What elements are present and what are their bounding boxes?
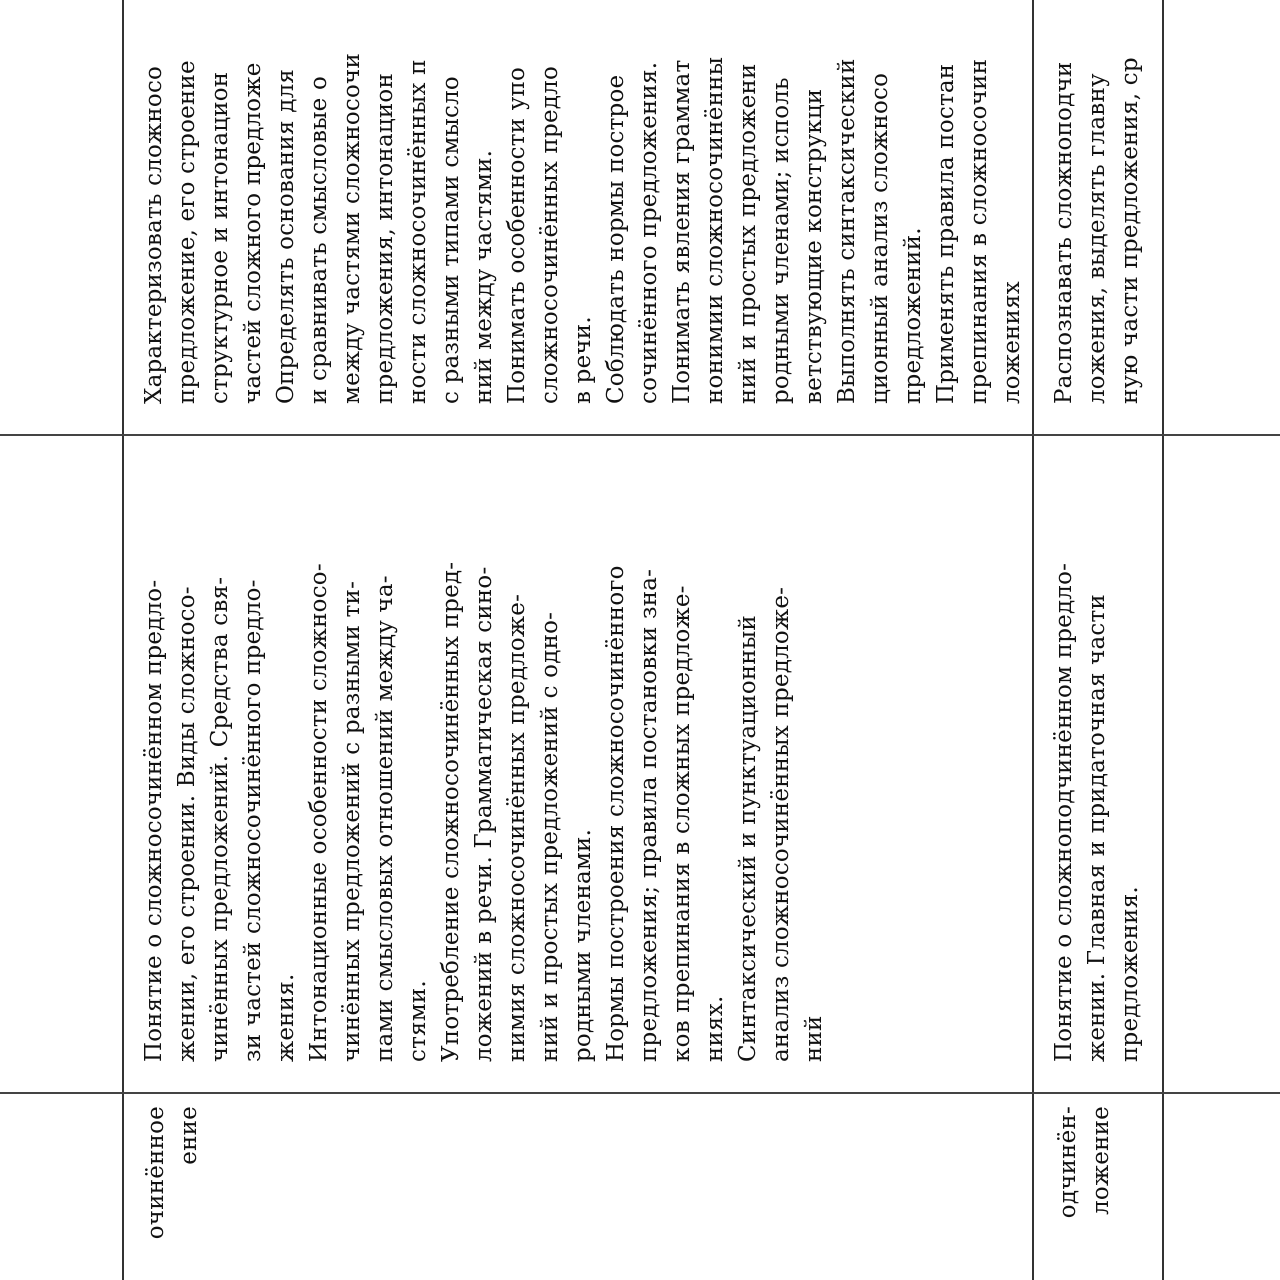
row2-activities-cell — [1048, 0, 1168, 404]
row2-activities-text — [1048, 0, 1147, 404]
topic-label-line: ложение — [1088, 1106, 1114, 1215]
activity-line: с разными типами смысло — [438, 76, 464, 404]
activity-line: частей сложного предложе — [240, 62, 266, 404]
content-line: Нормы построения сложносочинённого — [603, 565, 629, 1062]
activity-line: ности сложносочинённых п — [405, 59, 431, 404]
activity-line: в речи. — [570, 316, 596, 404]
content-line: ний и простых предложений с одно- — [537, 611, 563, 1062]
row-divider — [1032, 0, 1034, 1280]
activity-line: предложений. — [900, 227, 926, 404]
content-line: родными членами. — [570, 828, 596, 1062]
activity-line: нонимии сложносочинённы — [702, 56, 728, 404]
content-line: Синтаксический и пунктуационный — [735, 615, 761, 1062]
activity-line: ционный анализ сложносо — [867, 72, 893, 404]
activity-line: ложениях — [999, 281, 1025, 404]
activity-line: сложносочинённых предло — [537, 65, 563, 404]
activity-line: предложение, его строение — [174, 60, 200, 404]
activity-line: Определять основания для — [273, 68, 299, 404]
activity-line: и сравнивать смысловые о — [306, 75, 332, 404]
content-line: Употребление сложносочинённых пред- — [438, 561, 464, 1062]
row2-content-text — [1048, 442, 1147, 1062]
activity-line: Применять правила постан — [933, 63, 959, 404]
content-line: предложения; правила постановки зна- — [636, 568, 662, 1062]
content-line: ний — [801, 1015, 827, 1062]
content-line: зи частей сложносочинённого предло- — [240, 579, 266, 1062]
content-line: чинённых предложений с разными ти- — [339, 580, 365, 1062]
column-divider-content — [0, 434, 1280, 436]
activity-line: Соблюдать нормы построе — [603, 74, 629, 404]
activity-line: между частями сложносочи — [339, 53, 365, 404]
content-line: Интонационные особенности сложносо- — [306, 563, 332, 1062]
activity-line: препинания в сложносочин — [966, 58, 992, 404]
row1-topic-label — [140, 1106, 206, 1239]
activity-line: ний между частями. — [471, 149, 497, 404]
activity-line: ложения, выделять главну — [1084, 73, 1110, 404]
activity-line: Понимать явления граммат — [669, 59, 695, 404]
content-line: чинённых предложений. Средства свя- — [207, 576, 233, 1062]
activity-line: Характеризовать сложносо — [141, 65, 167, 404]
content-line: пами смысловых отношений между ча- — [372, 575, 398, 1062]
activity-line: ную части предложения, ср — [1117, 57, 1143, 404]
topic-label-line: одчинён- — [1055, 1106, 1081, 1219]
row2-content-cell — [1048, 442, 1168, 1062]
content-line: ков препинания в сложных предложе- — [669, 585, 695, 1062]
activity-line: Выполнять синтаксический — [834, 58, 860, 404]
activity-line: Понимать особенности упо — [504, 66, 530, 404]
content-line: жении. Главная и придаточная части — [1084, 594, 1110, 1062]
topic-label-line: очинённое — [143, 1106, 169, 1240]
activity-line: Распознавать сложноподчи — [1051, 61, 1077, 404]
content-line: анализ сложносочинённых предложе- — [768, 586, 794, 1062]
table-top-border — [122, 0, 124, 1280]
column-divider-topic — [0, 1092, 1280, 1094]
row1-activities-text — [138, 0, 1029, 404]
activity-line: ветствующие конструкци — [801, 88, 827, 404]
row2-topic-cell — [1038, 1100, 1158, 1280]
row1-activities-cell — [138, 0, 1025, 404]
row2-topic-label — [1052, 1106, 1118, 1218]
activity-line: ний и простых предложени — [735, 63, 761, 404]
row1-content-text — [138, 442, 831, 1062]
activity-line: предложения, интонацион — [372, 72, 398, 404]
activity-line: родными членами; исполь — [768, 77, 794, 404]
row1-content-cell — [138, 442, 1018, 1062]
content-line: жении, его строении. Виды сложносо- — [174, 586, 200, 1062]
content-line: нимия сложносочинённых предложе- — [504, 593, 530, 1062]
content-line: предложения. — [1117, 886, 1143, 1062]
activity-line: структурное и интонацион — [207, 71, 233, 404]
content-line: Понятие о сложносочинённом предло- — [141, 579, 167, 1062]
activity-line: сочинённого предложения. — [636, 61, 662, 404]
topic-label-line: ение — [176, 1106, 202, 1165]
content-line: Понятие о сложноподчинённом предло- — [1051, 562, 1077, 1062]
content-line: стями. — [405, 980, 431, 1062]
content-line: ниях. — [702, 995, 728, 1062]
content-line: жения. — [273, 973, 299, 1062]
row1-topic-cell — [126, 1100, 1006, 1280]
content-line: ложений в речи. Грамматическая сино- — [471, 566, 497, 1062]
